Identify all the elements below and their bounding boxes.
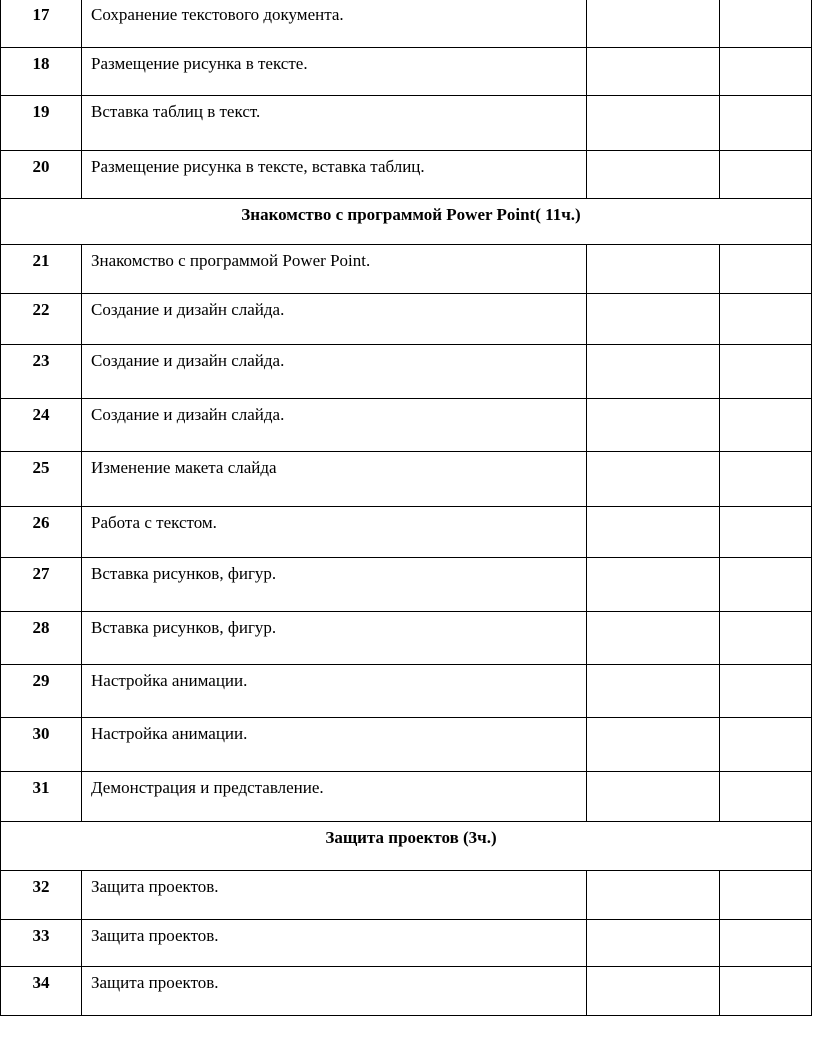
date-plan-cell <box>587 399 720 452</box>
date-plan-cell <box>587 665 720 718</box>
lesson-number: 29 <box>1 665 82 718</box>
lesson-topic: Знакомство с программой Power Point. <box>82 245 587 294</box>
lesson-number: 27 <box>1 558 82 612</box>
lesson-row <box>1 772 812 822</box>
section-header-row <box>1 199 812 245</box>
date-fact-cell <box>720 718 812 772</box>
date-fact-cell <box>720 0 812 48</box>
lesson-number: 25 <box>1 452 82 507</box>
lesson-row <box>1 345 812 399</box>
lesson-row <box>1 245 812 294</box>
date-plan-cell <box>587 558 720 612</box>
lesson-row <box>1 0 812 48</box>
date-plan-cell <box>587 345 720 399</box>
date-fact-cell <box>720 772 812 822</box>
lesson-row <box>1 871 812 920</box>
date-plan-cell <box>587 967 720 1016</box>
section-title: Знакомство с программой Power Point( 11ч.) <box>241 205 581 224</box>
lesson-topic: Работа с текстом. <box>82 507 587 558</box>
lesson-number: 21 <box>1 245 82 294</box>
date-plan-cell <box>587 507 720 558</box>
lesson-row <box>1 967 812 1016</box>
lesson-topic: Изменение макета слайда <box>82 452 587 507</box>
date-fact-cell <box>720 558 812 612</box>
section-title-cell <box>1 199 812 245</box>
date-plan-cell <box>587 871 720 920</box>
lesson-row <box>1 96 812 151</box>
lesson-row <box>1 718 812 772</box>
date-plan-cell <box>587 612 720 665</box>
date-plan-cell <box>587 151 720 199</box>
date-fact-cell <box>720 294 812 345</box>
section-title-cell <box>1 822 812 871</box>
lesson-topic: Вставка рисунков, фигур. <box>82 612 587 665</box>
lesson-topic: Настройка анимации. <box>82 718 587 772</box>
date-fact-cell <box>720 665 812 718</box>
lesson-number: 34 <box>1 967 82 1016</box>
lesson-number: 18 <box>1 48 82 96</box>
lesson-number: 23 <box>1 345 82 399</box>
date-fact-cell <box>720 612 812 665</box>
table-body <box>1 0 812 1016</box>
lesson-topic: Защита проектов. <box>82 871 587 920</box>
lesson-topic: Вставка рисунков, фигур. <box>82 558 587 612</box>
date-plan-cell <box>587 96 720 151</box>
date-plan-cell <box>587 772 720 822</box>
lesson-topic: Создание и дизайн слайда. <box>82 294 587 345</box>
date-plan-cell <box>587 452 720 507</box>
date-fact-cell <box>720 967 812 1016</box>
lesson-row <box>1 452 812 507</box>
lesson-topic: Защита проектов. <box>82 920 587 967</box>
lesson-row <box>1 294 812 345</box>
lesson-row <box>1 507 812 558</box>
date-fact-cell <box>720 399 812 452</box>
lesson-number: 17 <box>1 0 82 48</box>
date-fact-cell <box>720 507 812 558</box>
section-header-row <box>1 822 812 871</box>
lesson-topic: Создание и дизайн слайда. <box>82 399 587 452</box>
date-fact-cell <box>720 345 812 399</box>
date-plan-cell <box>587 48 720 96</box>
date-fact-cell <box>720 48 812 96</box>
date-fact-cell <box>720 245 812 294</box>
lesson-row <box>1 399 812 452</box>
lesson-topic: Сохранение текстового документа. <box>82 0 587 48</box>
lesson-topic: Настройка анимации. <box>82 665 587 718</box>
lesson-number: 32 <box>1 871 82 920</box>
date-fact-cell <box>720 96 812 151</box>
date-plan-cell <box>587 245 720 294</box>
date-fact-cell <box>720 151 812 199</box>
lesson-number: 31 <box>1 772 82 822</box>
date-plan-cell <box>587 294 720 345</box>
lesson-row <box>1 665 812 718</box>
lesson-number: 26 <box>1 507 82 558</box>
lesson-row <box>1 612 812 665</box>
lesson-topic: Вставка таблиц в текст. <box>82 96 587 151</box>
lesson-number: 20 <box>1 151 82 199</box>
date-fact-cell <box>720 871 812 920</box>
lesson-row <box>1 151 812 199</box>
lesson-topic: Размещение рисунка в тексте, вставка таблиц. <box>82 151 587 199</box>
lesson-number: 30 <box>1 718 82 772</box>
date-fact-cell <box>720 452 812 507</box>
date-plan-cell <box>587 718 720 772</box>
lesson-number: 33 <box>1 920 82 967</box>
lesson-number: 19 <box>1 96 82 151</box>
lesson-topic: Размещение рисунка в тексте. <box>82 48 587 96</box>
lesson-row <box>1 48 812 96</box>
date-plan-cell <box>587 920 720 967</box>
lesson-number: 22 <box>1 294 82 345</box>
lesson-topic: Защита проектов. <box>82 967 587 1016</box>
lesson-topic: Создание и дизайн слайда. <box>82 345 587 399</box>
date-fact-cell <box>720 920 812 967</box>
section-title: Защита проектов (3ч.) <box>325 828 497 847</box>
lesson-row <box>1 920 812 967</box>
date-plan-cell <box>587 0 720 48</box>
lesson-number: 28 <box>1 612 82 665</box>
lesson-number: 24 <box>1 399 82 452</box>
lesson-topic: Демонстрация и представление. <box>82 772 587 822</box>
lesson-row <box>1 558 812 612</box>
